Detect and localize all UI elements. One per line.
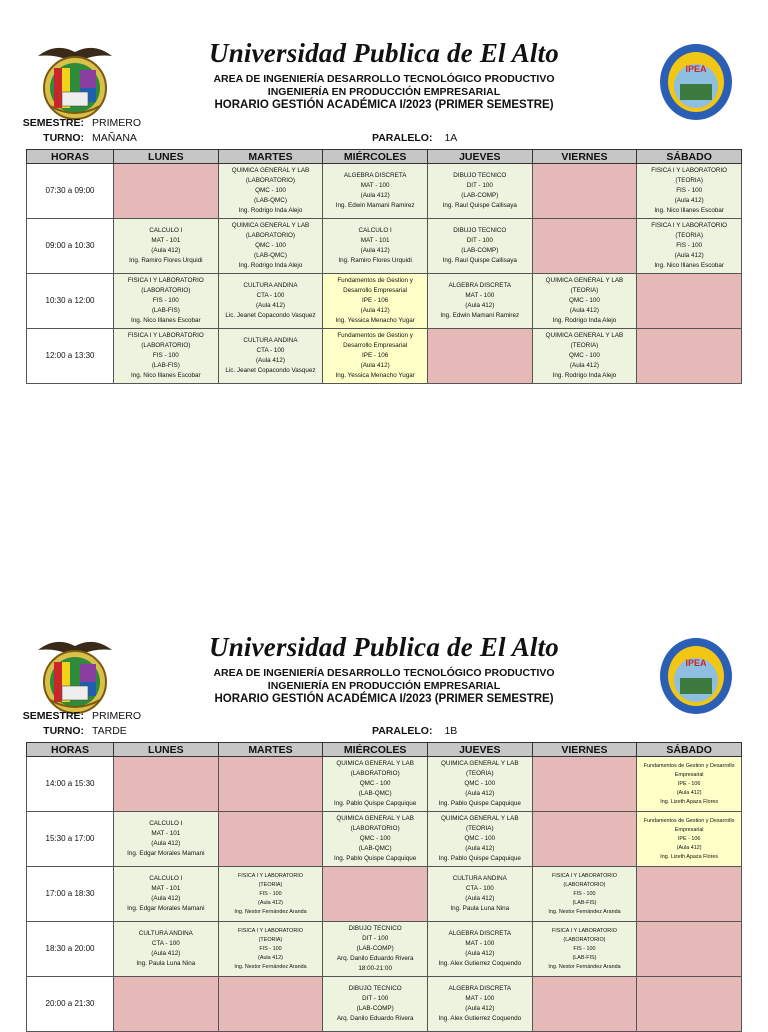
class-cell: QUIMICA GENERAL Y LAB (LABORATORIO) QMC - 100 (LAB-QMC) Ing. Pablo Quispe Capquique: [323, 757, 428, 812]
empty-slot: [532, 977, 637, 1032]
paralelo-label: PARALELO:: [372, 725, 433, 737]
table-row: [27, 812, 742, 867]
class-cell: DIBUJO TECNICO DIT - 100 (LAB-COMP) Ing. Raul Quispe Callisaya: [427, 164, 532, 219]
time-slot: 12:00 a 13:30: [27, 329, 114, 384]
area-heading: AREA DE INGENIERÍA DESARROLLO TECNOLÓGICO PRODUCTIVO: [213, 73, 555, 85]
header-viernes: VIERNES: [532, 150, 637, 164]
header-miercoles: MIÉRCOLES: [323, 150, 428, 164]
table-row: [27, 757, 742, 812]
semestre-label: SEMESTRE:: [22, 710, 84, 722]
time-slot: 09:00 a 10:30: [27, 219, 114, 274]
paralelo-row: [372, 725, 457, 737]
semestre-value: PRIMERO: [92, 710, 142, 722]
time-slot: 18:30 a 20:00: [27, 922, 114, 977]
paralelo-value: 1A: [444, 132, 458, 144]
svg-text:IPEA: IPEA: [685, 658, 707, 668]
schedule-table-1b: [26, 742, 742, 1032]
header-martes: MARTES: [218, 743, 323, 757]
class-cell: Fundamentos de Gestion y Desarrollo Empresarial IPE - 106 (Aula 412) Ing. Lizeth Apaza Flores: [637, 757, 742, 812]
class-cell: QUIMICA GENERAL Y LAB (LABORATORIO) QMC - 100 (LAB-QMC) Ing. Pablo Quispe Capquique: [323, 812, 428, 867]
ipea-logo: [658, 42, 734, 122]
turno-value: MAÑANA: [92, 132, 137, 144]
turno-value: TARDE: [92, 725, 127, 737]
paralelo-value: 1B: [444, 725, 458, 737]
schedule-table-1a: [26, 149, 742, 384]
empty-slot: [637, 922, 742, 977]
class-cell: CULTURA ANDINA CTA - 100 (Aula 412) Lic. Jeanet Copacondo Vasquez: [218, 274, 323, 329]
university-name: Universidad Publica de El Alto: [209, 632, 559, 662]
empty-slot: [218, 757, 323, 812]
paralelo-label: PARALELO:: [372, 132, 433, 144]
class-cell: Fundamentos de Gestion y Desarrollo Empresarial IPE - 106 (Aula 412) Ing. Yessica Menacho Yugar: [323, 329, 428, 384]
class-cell: ALGEBRA DISCRETA MAT - 100 (Aula 412) Ing. Edwin Mamani Ramirez: [323, 164, 428, 219]
class-cell: QUIMICA GENERAL Y LAB (TEORIA) QMC - 100 (Aula 412) Ing. Rodrigo Inda Alejo: [532, 274, 637, 329]
table-row: [27, 274, 742, 329]
empty-slot: [114, 977, 219, 1032]
class-cell: DIBUJO TECNICO DIT - 100 (LAB-COMP) Ing. Raul Quispe Callisaya: [427, 219, 532, 274]
class-cell: QUIMICA GENERAL Y LAB (LABORATORIO) QMC - 100 (LAB-QMC) Ing. Rodrigo Inda Alejo: [218, 164, 323, 219]
class-cell: QUIMICA GENERAL Y LAB (TEORIA) QMC - 100 (Aula 412) Ing. Pablo Quispe Capquique: [427, 812, 532, 867]
class-cell: FISICA I Y LABORATORIO (LABORATORIO) FIS - 100 (LAB-FIS) Ing. Nestor Fernández Aranda: [532, 922, 637, 977]
header-martes: MARTES: [218, 150, 323, 164]
area-heading: AREA DE INGENIERÍA DESARROLLO TECNOLÓGICO PRODUCTIVO: [213, 667, 555, 679]
schedule-title: HORARIO GESTIÓN ACADÉMICA I/2023 (PRIMER SEMESTRE): [214, 99, 554, 111]
university-name: Universidad Publica de El Alto: [209, 38, 559, 68]
class-cell: FISICA I Y LABORATORIO (LABORATORIO) FIS - 100 (LAB-FIS) Ing. Nestor Fernández Aranda: [532, 867, 637, 922]
header-jueves: JUEVES: [427, 150, 532, 164]
class-cell: CULTURA ANDINA CTA - 100 (Aula 412) Ing. Paula Luna Nina: [427, 867, 532, 922]
empty-slot: [218, 977, 323, 1032]
semestre-label: SEMESTRE:: [22, 117, 84, 129]
empty-slot: [637, 274, 742, 329]
header-miercoles: MIÉRCOLES: [323, 743, 428, 757]
turno-label: TURNO:: [43, 725, 84, 737]
table-row: [27, 977, 742, 1032]
turno-row: [0, 725, 127, 737]
table-row: [27, 867, 742, 922]
table-row: [27, 164, 742, 219]
time-slot: 07:30 a 09:00: [27, 164, 114, 219]
time-slot: 10:30 a 12:00: [27, 274, 114, 329]
class-cell: CULTURA ANDINA CTA - 100 (Aula 412) Lic. Jeanet Copacondo Vasquez: [218, 329, 323, 384]
class-cell: FISICA I Y LABORATORIO (LABORATORIO) FIS - 100 (LAB-FIS) Ing. Nico Illanes Escobar: [114, 329, 219, 384]
empty-slot: [637, 329, 742, 384]
class-cell: ALGEBRA DISCRETA MAT - 100 (Aula 412) Ing. Alex Gutierrez Coquendo: [427, 922, 532, 977]
class-cell: CALCULO I MAT - 101 (Aula 412) Ing. Ramiro Flores Urquidi: [114, 219, 219, 274]
class-cell: ALGEBRA DISCRETA MAT - 100 (Aula 412) Ing. Edwin Mamani Ramirez: [427, 274, 532, 329]
empty-slot: [114, 757, 219, 812]
class-cell: CALCULO I MAT - 101 (Aula 412) Ing. Edgar Morales Mamani: [114, 812, 219, 867]
class-cell: QUIMICA GENERAL Y LAB (TEORIA) QMC - 100 (Aula 412) Ing. Rodrigo Inda Alejo: [532, 329, 637, 384]
class-cell: FISICA I Y LABORATORIO (TEORIA) FIS - 100 (Aula 412) Ing. Nico Illanes Escobar: [637, 219, 742, 274]
header-viernes: VIERNES: [532, 743, 637, 757]
empty-slot: [114, 164, 219, 219]
empty-slot: [323, 867, 428, 922]
paralelo-row: [372, 132, 457, 144]
table-header-row: [27, 743, 742, 757]
empty-slot: [427, 329, 532, 384]
table-body: [27, 164, 742, 384]
empty-slot: [637, 867, 742, 922]
empty-slot: [532, 757, 637, 812]
empty-slot: [532, 164, 637, 219]
header-lunes: LUNES: [114, 150, 219, 164]
header-horas: HORAS: [27, 743, 114, 757]
turno-row: [0, 132, 137, 144]
class-cell: Fundamentos de Gestion y Desarrollo Empresarial IPE - 106 (Aula 412) Ing. Lizeth Apaza Flores: [637, 812, 742, 867]
time-slot: 20:00 a 21:30: [27, 977, 114, 1032]
table-row: [27, 329, 742, 384]
empty-slot: [218, 812, 323, 867]
class-cell: CULTURA ANDINA CTA - 100 (Aula 412) Ing. Paula Luna Nina: [114, 922, 219, 977]
class-cell: Fundamentos de Gestion y Desarrollo Empresarial IPE - 106 (Aula 412) Ing. Yessica Menacho Yugar: [323, 274, 428, 329]
time-slot: 15:30 a 17:00: [27, 812, 114, 867]
class-cell: FISICA I Y LABORATORIO (LABORATORIO) FIS - 100 (LAB-FIS) Ing. Nico Illanes Escobar: [114, 274, 219, 329]
empty-slot: [532, 812, 637, 867]
ipea-logo: [658, 636, 734, 716]
career-heading: INGENIERÍA EN PRODUCCIÓN EMPRESARIAL: [267, 680, 501, 692]
header-jueves: JUEVES: [427, 743, 532, 757]
class-cell: FISICA I Y LABORATORIO (TEORIA) FIS - 100 (Aula 412) Ing. Nico Illanes Escobar: [637, 164, 742, 219]
class-cell: DIBUJO TECNICO DIT - 100 (LAB-COMP) Arq. Danilo Eduardo Rivera 18:00-21:00: [323, 922, 428, 977]
semestre-row: [0, 710, 141, 722]
empty-slot: [532, 219, 637, 274]
semestre-row: [0, 117, 141, 129]
table-body: [27, 757, 742, 1032]
time-slot: 14:00 a 15:30: [27, 757, 114, 812]
class-cell: DIBUJO TECNICO DIT - 100 (LAB-COMP) Arq. Danilo Eduardo Rivera: [323, 977, 428, 1032]
header-lunes: LUNES: [114, 743, 219, 757]
semestre-value: PRIMERO: [92, 117, 142, 129]
table-header-row: [27, 150, 742, 164]
class-cell: CALCULO I MAT - 101 (Aula 412) Ing. Edgar Morales Mamani: [114, 867, 219, 922]
table-row: [27, 922, 742, 977]
table-row: [27, 219, 742, 274]
turno-label: TURNO:: [43, 132, 84, 144]
class-cell: QUIMICA GENERAL Y LAB (TEORIA) QMC - 100 (Aula 412) Ing. Pablo Quispe Capquique: [427, 757, 532, 812]
schedule-title: HORARIO GESTIÓN ACADÉMICA I/2023 (PRIMER SEMESTRE): [214, 693, 554, 705]
class-cell: FISICA I Y LABORATORIO (TEORIA) FIS - 100 (Aula 412) Ing. Nestor Fernández Aranda: [218, 922, 323, 977]
time-slot: 17:00 a 18:30: [27, 867, 114, 922]
header-sabado: SÁBADO: [637, 743, 742, 757]
header-horas: HORAS: [27, 150, 114, 164]
header-sabado: SÁBADO: [637, 150, 742, 164]
class-cell: QUIMICA GENERAL Y LAB (LABORATORIO) QMC - 100 (LAB-QMC) Ing. Rodrigo Inda Alejo: [218, 219, 323, 274]
class-cell: ALGEBRA DISCRETA MAT - 100 (Aula 412) Ing. Alex Gutierrez Coquendo: [427, 977, 532, 1032]
svg-text:IPEA: IPEA: [685, 64, 707, 74]
empty-slot: [637, 977, 742, 1032]
class-cell: CALCULO I MAT - 101 (Aula 412) Ing. Ramiro Flores Urquidi: [323, 219, 428, 274]
class-cell: FISICA I Y LABORATORIO (TEORIA) FIS - 100 (Aula 412) Ing. Nestor Fernández Aranda: [218, 867, 323, 922]
career-heading: INGENIERÍA EN PRODUCCIÓN EMPRESARIAL: [267, 86, 501, 98]
